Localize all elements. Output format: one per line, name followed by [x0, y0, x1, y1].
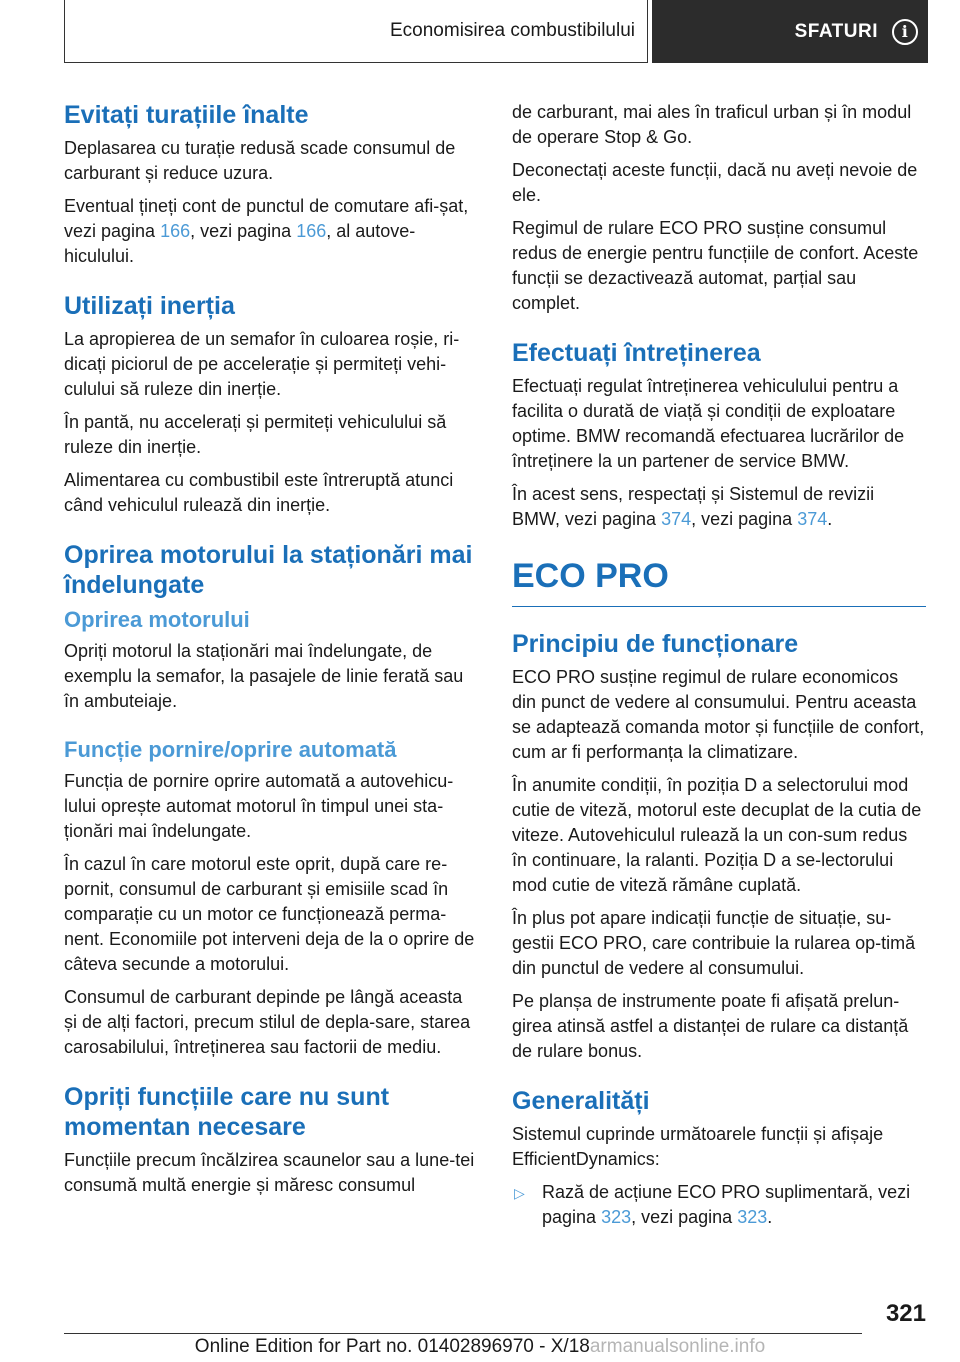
section-gap — [512, 324, 926, 338]
page-link[interactable]: 323 — [601, 1207, 632, 1227]
section-heading: Generalități — [512, 1087, 650, 1115]
text-run: , vezi pagina — [190, 221, 297, 241]
paragraph: Funcția de pornire oprire automată a autovehicu-lului oprește automat motorul în timpul unei sta-ționări mai îndelungate. — [64, 771, 454, 841]
paragraph: Consumul de carburant depinde pe lângă aceasta și de alți factori, precum stilul de depla-sare, starea carosabilului, întreținerea sau factorii de mediu. — [64, 987, 471, 1057]
paragraph: Opriți motorul la staționări mai îndelungate, de exemplu la semafor, la pasajele de linie ferată sau în ambuteiaje. — [64, 641, 464, 711]
text-run: . — [767, 1207, 773, 1227]
header-section-title: Economisirea combustibilului — [390, 20, 635, 41]
footer — [0, 1336, 960, 1358]
footer-watermark: armanualsonline.info — [589, 1336, 766, 1357]
section-gap — [64, 526, 478, 540]
paragraph: În cazul în care motorul este oprit, după care re-pornit, consumul de carburant și emisiile scad în comparație cu un motor ce funcționează perma-nent. Economiile pot interveni deja de la o oprire de câteva secunde a motorului. — [64, 854, 475, 974]
subsection-heading: Oprirea motorului — [64, 607, 250, 632]
paragraph — [512, 482, 926, 532]
header-tag — [652, 0, 928, 63]
text-run: În acest sens, respectați și Sistemul de revizii BMW, vezi pagina — [512, 484, 875, 529]
page-link[interactable]: 323 — [737, 1207, 768, 1227]
text-run: , vezi pagina — [631, 1207, 738, 1227]
footer-divider — [64, 1333, 862, 1334]
paragraph: La apropierea de un semafor în culoarea roșie, ri-dicați piciorul de pe accelerație și permiteți vehi-culului să ruleze din inerție. — [64, 329, 460, 399]
text-run: , al autove-hiculului. — [64, 221, 416, 266]
text-run: Eventual țineți cont de punctul de comutare afi-șat, vezi pagina — [64, 196, 469, 241]
section-heading: Oprirea motorului la staționări mai îndelungate — [64, 541, 473, 599]
section-gap — [64, 1068, 478, 1082]
section-gap — [512, 1072, 926, 1086]
page-link[interactable]: 374 — [797, 509, 828, 529]
header-tag-label: SFATURI — [794, 20, 878, 42]
page-number: 321 — [885, 1300, 926, 1327]
section-heading: Efectuați întreținerea — [512, 339, 761, 367]
header-section — [64, 0, 648, 63]
page-link[interactable]: 166 — [160, 221, 191, 241]
section-gap — [64, 277, 478, 291]
left-column — [64, 100, 478, 1206]
section-gap — [64, 722, 478, 736]
text-run: Rază de acțiune ECO PRO suplimentară, vezi pagina — [542, 1182, 911, 1227]
section-heading: Utilizați inerția — [64, 292, 235, 320]
triangle-bullet-icon: ▷ — [514, 1185, 525, 1201]
info-icon: i — [892, 19, 918, 45]
paragraph: Deconectați aceste funcții, dacă nu aveți nevoie de ele. — [512, 160, 918, 205]
right-column — [512, 100, 926, 1230]
paragraph: Pe planșa de instrumente poate fi afișată prelun-girea atinsă astfel a distanței de rulare ca distanță de rulare bonus. — [512, 991, 909, 1061]
paragraph — [64, 194, 478, 269]
text-run: . — [827, 509, 833, 529]
paragraph: Alimentarea cu combustibil este întreruptă atunci când vehiculul rulează din inerție. — [64, 470, 454, 515]
section-heading: Principiu de funcționare — [512, 630, 799, 658]
paragraph: Funcțiile precum încălzirea scaunelor sau a lune-tei consumă multă energie și măresc consumul — [64, 1150, 475, 1195]
section-heading: Evitați turațiile înalte — [64, 101, 309, 129]
page-link[interactable]: 374 — [661, 509, 692, 529]
paragraph: În pantă, nu accelerați și permiteți vehiculului să ruleze din inerție. — [64, 412, 447, 457]
subsection-heading: Funcție pornire/oprire automată — [64, 737, 397, 762]
paragraph: Regimul de rulare ECO PRO susține consumul redus de energie pentru funcțiile de confort. Aceste funcții se dezactivează automat, parțial sau complet. — [512, 218, 919, 313]
chapter-heading: ECO PRO — [512, 556, 926, 607]
bullet-list — [512, 1180, 926, 1230]
list-item — [512, 1180, 926, 1230]
paragraph: ECO PRO susține regimul de rulare economicos din punct de vedere al consumului. Pentru aceasta se adaptează comanda motor și funcțiile de confort, cum ar fi performanța la climatizare. — [512, 667, 925, 762]
paragraph: În plus pot apare indicații funcție de situație, su-gestii ECO PRO, care contribuie la rularea op-timă din punctul de vedere al consumului. — [512, 908, 916, 978]
section-heading: Opriți funcțiile care nu sunt momentan necesare — [64, 1083, 390, 1141]
footer-edition: Online Edition for Part no. 01402896970 - X/18 — [194, 1336, 590, 1357]
page-link[interactable]: 166 — [296, 221, 327, 241]
text-run: , vezi pagina — [691, 509, 798, 529]
paragraph: Sistemul cuprinde următoarele funcții și afișaje EfficientDynamics: — [512, 1124, 884, 1169]
paragraph: În anumite condiții, în poziția D a selectorului mod cutie de viteză, motorul este decuplat de la cutia de viteze. Autovehiculul rulează la un con-sum redus în continuare, la ralanti. Poziția D a se-lectorului mod cutie de viteză rămâne cuplată. — [512, 775, 922, 895]
paragraph: de carburant, mai ales în traficul urban și în modul de operare Stop & Go. — [512, 102, 912, 147]
paragraph: Deplasarea cu turație redusă scade consumul de carburant și reduce uzura. — [64, 138, 456, 183]
paragraph: Efectuați regulat întreținerea vehiculului pentru a facilita o durată de viață și condiții de exploatare optime. BMW recomandă efectuarea lucrărilor de întreținere la un partener de service BMW. — [512, 376, 905, 471]
